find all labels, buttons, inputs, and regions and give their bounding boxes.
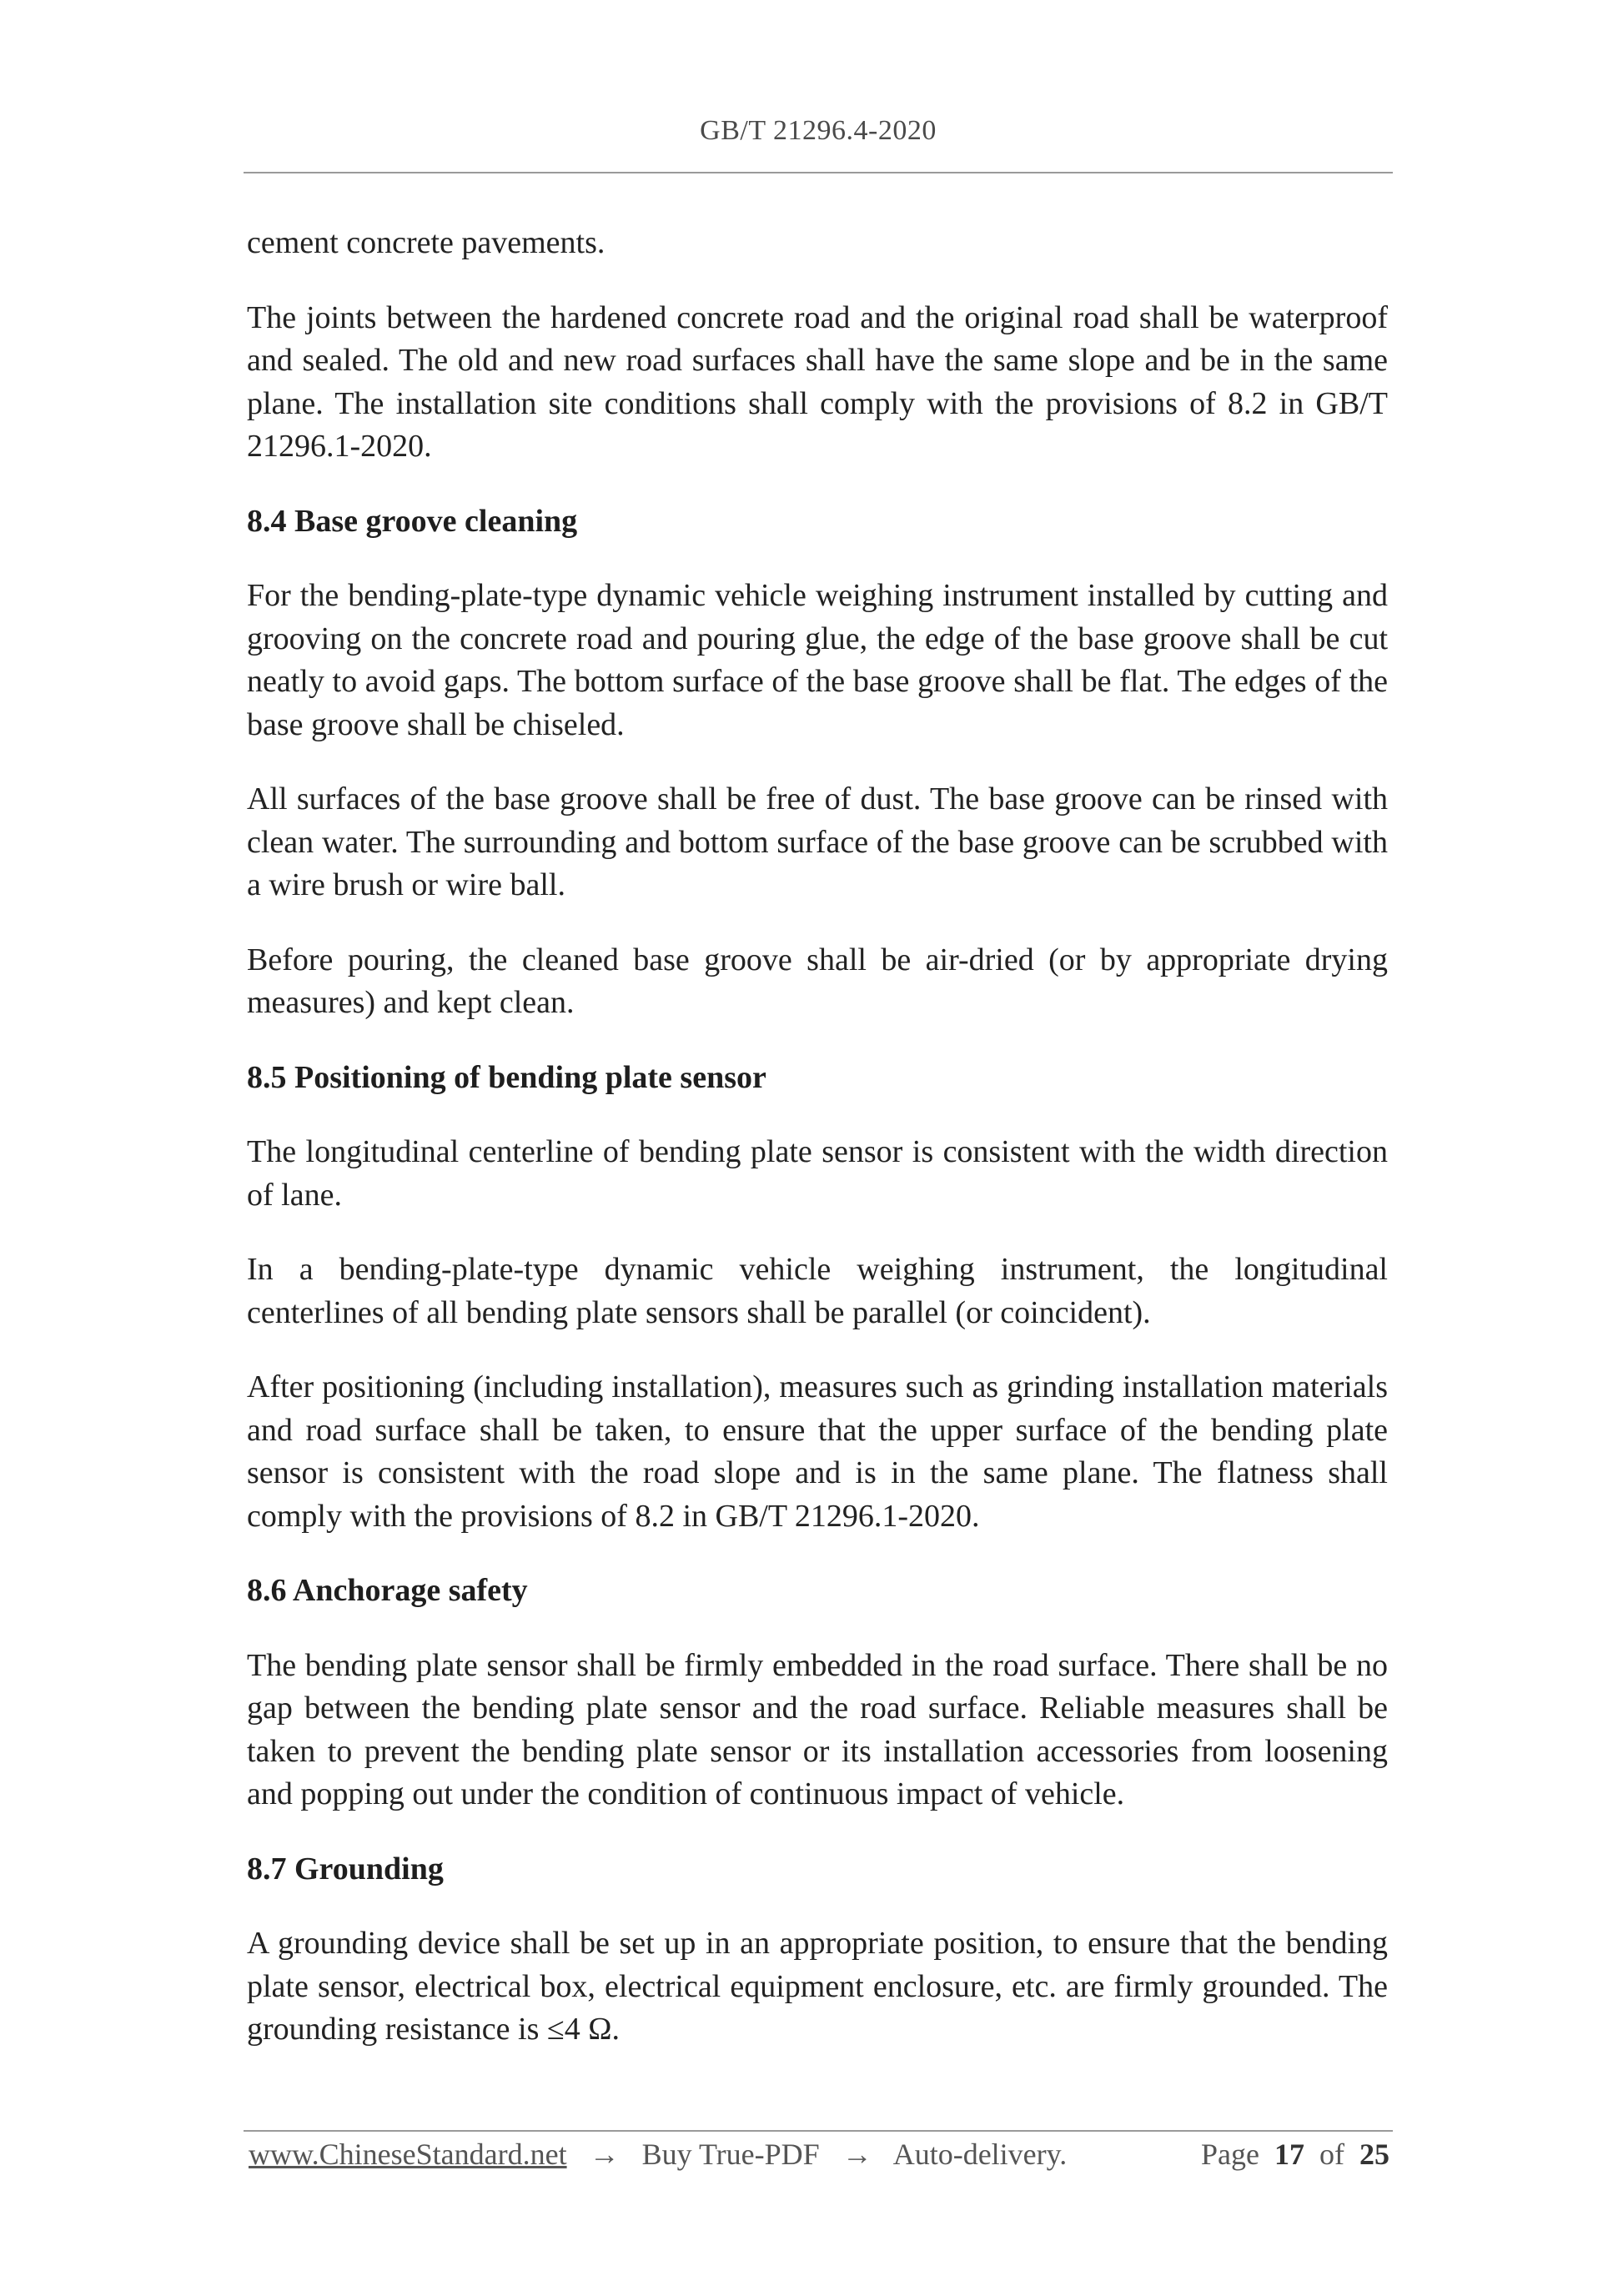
paragraph-continuation: cement concrete pavements. (247, 225, 605, 260)
page-label: Page (1201, 2138, 1259, 2171)
paragraph-8-5-a: The longitudinal centerline of bending plate sensor is consistent with the width direction of lane. (247, 1134, 1388, 1213)
page-number (1201, 2137, 1389, 2172)
buy-text: Buy True-PDF (641, 2138, 820, 2171)
arrow-right-icon: → (842, 2138, 872, 2171)
page-footer (249, 2137, 1389, 2172)
section-heading-8-5: 8.5 Positioning of bending plate sensor (247, 1059, 766, 1095)
page-current: 17 (1274, 2138, 1304, 2171)
header-divider (244, 172, 1393, 173)
section-heading-8-7: 8.7 Grounding (247, 1851, 444, 1887)
page-total: 25 (1359, 2138, 1389, 2171)
paragraph-8-4-c: Before pouring, the cleaned base groove shall be air-dried (or by appropriate drying measures) and kept clean. (247, 942, 1388, 1020)
site-link[interactable]: www.ChineseStandard.net (249, 2138, 567, 2171)
paragraph-8-5-b: In a bending-plate-type dynamic vehicle weighing instrument, the longitudinal centerlines of all bending plate sensors shall be parallel (or coincident). (247, 1252, 1388, 1330)
document-body (247, 222, 1388, 2083)
footer-promo (249, 2137, 1067, 2172)
paragraph-8-7: A grounding device shall be set up in an appropriate position, to ensure that the bending plate sensor, electrical box, electrical equipment enclosure, etc. are firmly grounded. The grounding resistance is ≤4 Ω. (247, 1926, 1388, 2047)
paragraph-8-5-c: After positioning (including installation), measures such as grinding installation materials and road surface shall be taken, to ensure that the upper surface of the bending plate sensor is consistent with the road slope and is in the same plane. The flatness shall comply with the provisions of 8.2 in GB/T 21296.1-2020. (247, 1369, 1388, 1534)
arrow-right-icon: → (589, 2138, 620, 2171)
footer-divider (244, 2130, 1393, 2132)
section-heading-8-6: 8.6 Anchorage safety (247, 1573, 528, 1608)
paragraph-8-4-a: For the bending-plate-type dynamic vehicle weighing instrument installed by cutting and grooving on the concrete road and pouring glue, the edge of the base groove shall be cut neatly to avoid gaps. The bottom surface of the base groove shall be flat. The edges of the base groove shall be chiseled. (247, 578, 1388, 742)
paragraph-joints: The joints between the hardened concrete road and the original road shall be waterproof and sealed. The old and new road surfaces shall have the same slope and be in the same plane. The installation site conditions shall comply with the provisions of 8.2 in GB/T 21296.1-2020. (247, 299, 1388, 464)
section-heading-8-4: 8.4 Base groove cleaning (247, 503, 578, 539)
page-header: GB/T 21296.4-2020 (700, 115, 937, 146)
paragraph-8-6: The bending plate sensor shall be firmly embedded in the road surface. There shall be no gap between the bending plate sensor and the road surface. Reliable measures shall be taken to prevent the bending plate sensor or its installation accessories from loosening and popping out under the condition of continuous impact of vehicle. (247, 1647, 1388, 1811)
paragraph-8-4-b: All surfaces of the base groove shall be free of dust. The base groove can be rinsed with clean water. The surrounding and bottom surface of the base groove can be scrubbed with a wire brush or wire ball. (247, 781, 1388, 902)
page-of: of (1319, 2138, 1344, 2171)
delivery-text: Auto-delivery. (892, 2138, 1068, 2171)
